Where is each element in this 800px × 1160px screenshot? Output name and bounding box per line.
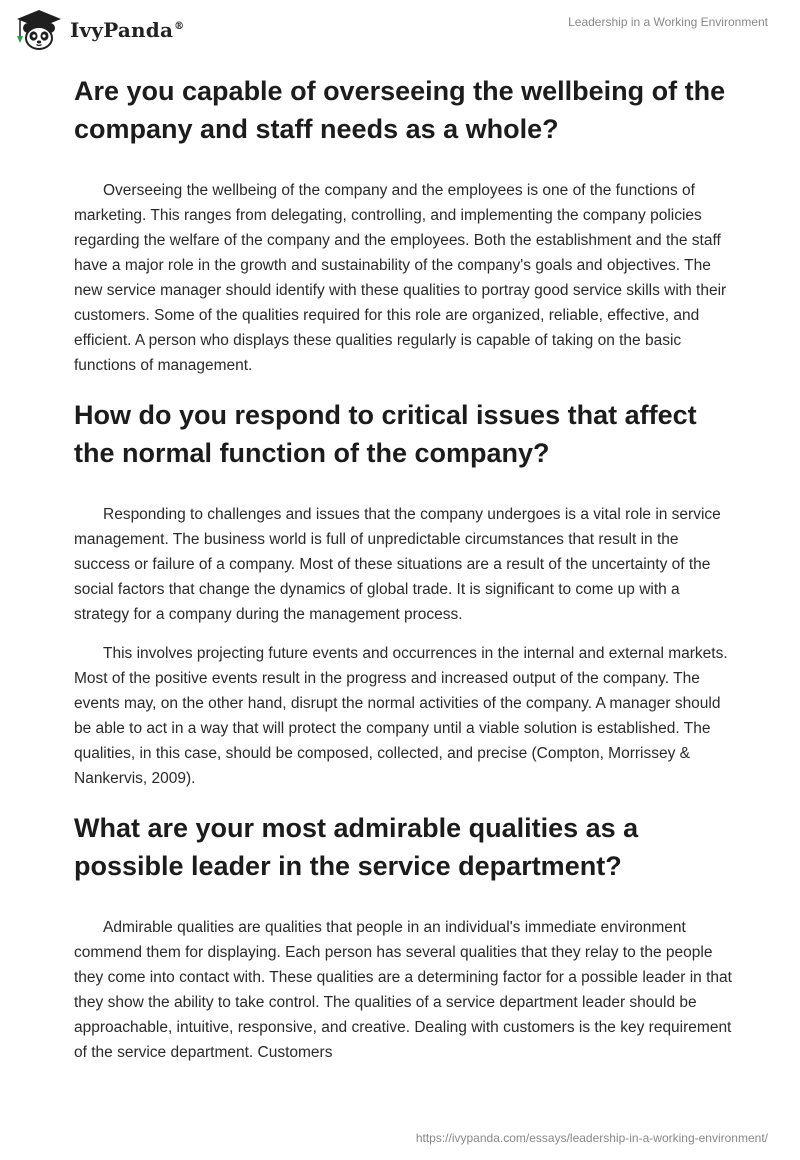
panda-graduate-icon [14, 8, 64, 52]
essay-content [74, 72, 734, 1079]
section-heading: How do you respond to critical issues that affect the normal function of the company? [74, 400, 697, 468]
paragraph: Overseeing the wellbeing of the company and the employees is one of the functions of marketing. This ranges from delegating, controlling, and implementing the company policies regarding the welfare of the company and the employees. Both the establishment and the staff have a major role in the growth and sustainability of the company's goals and objectives. The new service manager should identify with these qualities to portray good service skills with their customers. Some of the qualities required for this role are organized, reliable, effective, and efficient. A person who displays these qualities regularly is capable of taking on the basic functions of management. [74, 182, 727, 374]
section-heading: What are your most admirable qualities as a possible leader in the service department? [74, 813, 639, 881]
page-header [0, 0, 800, 64]
registered-mark: ® [174, 21, 185, 33]
ivypanda-logo[interactable] [14, 8, 184, 52]
section-admirable-qualities [74, 809, 734, 1065]
section-wellbeing [74, 72, 734, 378]
paragraph: Responding to challenges and issues that the company undergoes is a vital role in service management. The business world is full of unpredictable circumstances that result in the success or failure of a company. Most of these situations are a result of the uncertainty of the social factors that change the dynamics of global trade. It is significant to come up with a strategy for a company during the management process. [74, 506, 721, 623]
logo-wordmark: IvyPanda® [70, 18, 185, 42]
document-title: Leadership in a Working Environment [568, 15, 768, 29]
section-critical-issues [74, 396, 734, 791]
section-heading: Are you capable of overseeing the wellbeing of the company and staff needs as a whole? [74, 76, 726, 144]
paragraph: This involves projecting future events and occurrences in the internal and external markets. Most of the positive events result in the progress and increased output of the company. The events may, on the other hand, disrupt the normal activities of the company. A manager should be able to act in a way that will protect the company until a viable solution is established. The qualities, in this case, should be composed, collected, and precise (Compton, Morrissey & Nankervis, 2009). [74, 645, 728, 787]
paragraph: Admirable qualities are qualities that people in an individual's immediate environment commend them for displaying. Each person has several qualities that they relay to the people they come into contact with. These qualities are a determining factor for a possible leader in that they show the ability to take control. The qualities of a service department leader should be approachable, intuitive, responsive, and creative. Dealing with customers is the key requirement of the service department. Customers [74, 919, 732, 1061]
source-url[interactable]: https://ivypanda.com/essays/leadership-in-a-working-environment/ [415, 1131, 768, 1145]
